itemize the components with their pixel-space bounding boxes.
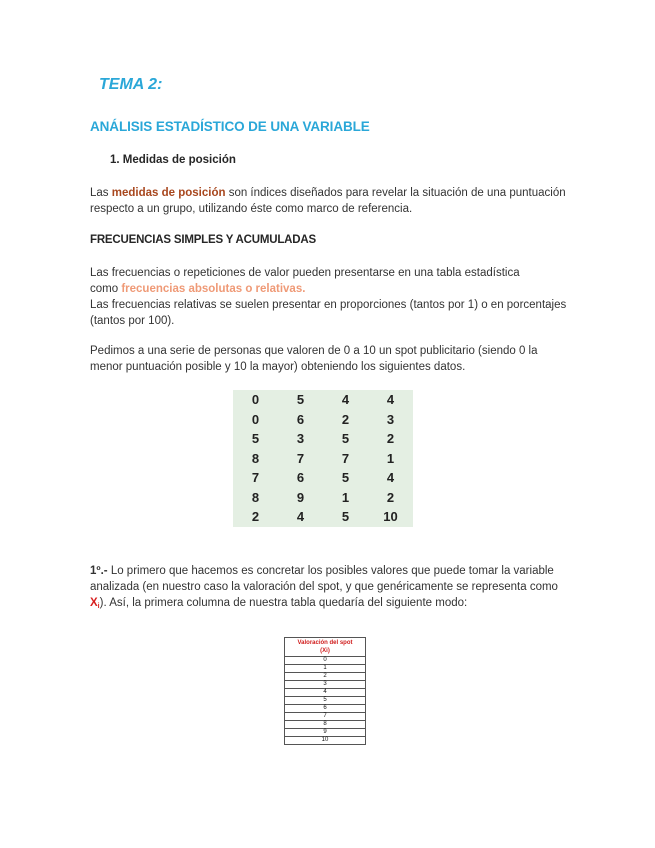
table-cell: 2 [386, 431, 395, 447]
table-row [233, 390, 413, 410]
value-cell: 9 [285, 729, 366, 737]
table-row [285, 713, 366, 721]
table-row [285, 657, 366, 665]
table-cell: 0 [251, 392, 260, 408]
subsection-heading: 1. Medidas de posición [110, 154, 236, 166]
table-cell: 3 [296, 431, 305, 447]
table-row [285, 729, 366, 737]
table-cell: 5 [251, 431, 260, 447]
para2-line2 [90, 281, 570, 297]
value-cell: 1 [285, 665, 366, 673]
table-cell: 6 [296, 470, 305, 486]
value-cell: 8 [285, 721, 366, 729]
table-cell: 7 [251, 470, 260, 486]
table-cell: 3 [386, 411, 395, 427]
value-cell: 4 [285, 689, 366, 697]
value-cell: 0 [285, 657, 366, 665]
table-cell: 4 [341, 392, 350, 408]
para2-line3: Las frecuencias relativas se suelen presentar en proporciones (tantos por 1) o en porcentajes (tantos por 100). [90, 299, 567, 327]
page-title: ANÁLISIS ESTADÍSTICO DE UNA VARIABLE [90, 119, 370, 134]
table-row [285, 721, 366, 729]
table-row [233, 507, 413, 527]
para2-line1: Las frecuencias o repeticiones de valor pueden presentarse en una tabla estadística [90, 267, 520, 279]
table-row [233, 449, 413, 469]
para2-highlight: frecuencias absolutas o relativas. [121, 283, 306, 295]
paragraph-frecuencias [90, 265, 570, 329]
table-cell: 6 [296, 411, 305, 427]
table-cell: 8 [251, 450, 260, 466]
table-cell: 2 [251, 509, 260, 525]
value-table-header-line2: (Xi) [320, 648, 330, 654]
table-cell: 5 [341, 509, 350, 525]
para4-var-sub: i [97, 603, 100, 610]
para1-pre: Las [90, 187, 112, 199]
value-cell: 10 [285, 737, 366, 745]
table-cell: 5 [341, 470, 350, 486]
table-row [233, 488, 413, 508]
table-cell: 5 [341, 431, 350, 447]
para1-post: son índices diseñados para revelar la situación de una puntuación respecto a un grupo, utilizando éste como marco de referencia. [90, 187, 566, 215]
value-cell: 7 [285, 713, 366, 721]
table-row [285, 697, 366, 705]
para1-highlight: medidas de posición [111, 187, 226, 199]
table-cell: 5 [296, 392, 305, 408]
value-table-header-line1: Valoración del spot [297, 640, 353, 646]
table-cell: 4 [386, 470, 395, 486]
table-cell: 10 [383, 509, 398, 525]
data-table [233, 390, 413, 527]
section-heading: FRECUENCIAS SIMPLES Y ACUMULADAS [90, 234, 316, 246]
paragraph-medidas [90, 185, 570, 217]
table-cell: 7 [296, 450, 305, 466]
para4-text2: ). Así, la primera columna de nuestra tabla quedaría del siguiente modo: [99, 597, 468, 609]
table-cell: 8 [251, 489, 260, 505]
value-table-header [285, 638, 366, 657]
para4-lead: 1º.- [90, 565, 108, 577]
para2-line2-pre: como [90, 283, 122, 295]
table-cell: 2 [386, 489, 395, 505]
table-row [285, 673, 366, 681]
table-row [285, 689, 366, 697]
table-row [285, 665, 366, 673]
table-row [285, 737, 366, 745]
table-cell: 0 [251, 411, 260, 427]
value-cell: 2 [285, 673, 366, 681]
table-cell: 2 [341, 411, 350, 427]
table-row [285, 681, 366, 689]
table-row [233, 410, 413, 430]
table-row [285, 705, 366, 713]
table-cell: 1 [341, 489, 350, 505]
para4-var: X [90, 597, 98, 609]
tema-heading: TEMA 2: [99, 76, 163, 93]
value-table [284, 637, 366, 745]
value-cell: 6 [285, 705, 366, 713]
value-cell: 3 [285, 681, 366, 689]
table-cell: 7 [341, 450, 350, 466]
table-cell: 1 [386, 450, 395, 466]
table-row [233, 468, 413, 488]
paragraph-pedimos: Pedimos a una serie de personas que valoren de 0 a 10 un spot publicitario (siendo 0 la menor puntuación posible y 10 la mayor) obteniendo los siguientes datos. [90, 345, 538, 373]
table-cell: 4 [386, 392, 395, 408]
table-cell: 4 [296, 509, 305, 525]
paragraph-primero [90, 563, 570, 615]
table-row [233, 429, 413, 449]
value-cell: 5 [285, 697, 366, 705]
para4-text1: Lo primero que hacemos es concretar los posibles valores que puede tomar la variable analizada (en nuestro caso la valoración del spot, y que genéricamente se representa como [90, 565, 558, 593]
table-cell: 9 [296, 489, 305, 505]
